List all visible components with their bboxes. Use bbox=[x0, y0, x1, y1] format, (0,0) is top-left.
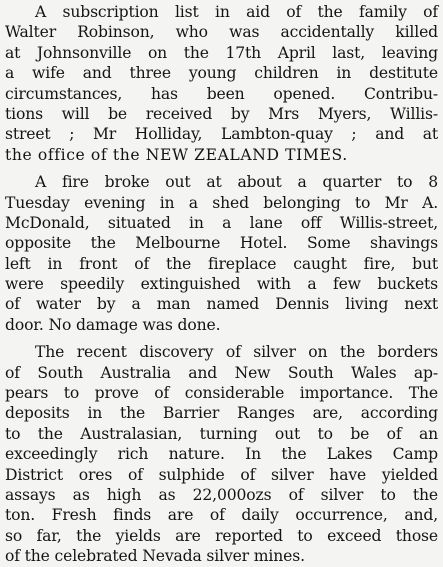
text-line: street ; Mr Holliday, Lambton-quay ; and at bbox=[5, 125, 438, 144]
text-line: A subscription list in aid of the family of bbox=[35, 3, 438, 21]
text-line: the office of the NEW ZEALAND TIMES. bbox=[5, 145, 348, 164]
text-line: Tuesday evening in a shed belonging to Mr A. bbox=[5, 193, 438, 212]
text-line: opposite the Melbourne Hotel. Some shavings bbox=[5, 234, 438, 253]
text-line: tions will be received by Mrs Myers, Willis- bbox=[5, 104, 438, 123]
text-line: pears to prove of considerable importance. The bbox=[5, 384, 438, 403]
text-line: District ores of sulphide of silver have yielded bbox=[5, 465, 438, 484]
paragraph-fire-report bbox=[5, 172, 438, 335]
text-line: The recent discovery of silver on the borders bbox=[35, 343, 438, 362]
text-line: McDonald, situated in a lane off Willis-street, bbox=[5, 213, 438, 232]
paragraph-subscription-list bbox=[5, 2, 438, 165]
text-line: deposits in the Barrier Ranges are, according bbox=[5, 404, 438, 423]
text-line: circumstances, has been opened. Contribu- bbox=[5, 84, 438, 103]
text-line: Walter Robinson, who was accidentally killed bbox=[5, 23, 438, 42]
text-line: ton. Fresh finds are of daily occurrence, and, bbox=[5, 506, 438, 525]
text-line: of South Australia and New South Wales ap- bbox=[5, 363, 438, 382]
text-line: a wife and three young children in destitute bbox=[5, 64, 438, 83]
text-line: so far, the yields are reported to exceed those bbox=[5, 526, 438, 545]
text-line: door. No damage was done. bbox=[5, 315, 221, 334]
text-line: assays as high as 22,000ozs of silver to the bbox=[5, 485, 438, 504]
text-line: to the Australasian, turning out to be of an bbox=[5, 424, 438, 443]
text-line: at Johnsonville on the 17th April last, leaving bbox=[5, 43, 438, 62]
text-line: A fire broke out at about a quarter to 8 bbox=[35, 173, 438, 192]
text-line: exceedingly rich nature. In the Lakes Camp bbox=[5, 445, 438, 464]
text-line: were speedily extinguished with a few buckets bbox=[5, 275, 438, 294]
text-line: of water by a man named Dennis living next bbox=[5, 295, 438, 314]
text-line: left in front of the fireplace caught fire, but bbox=[5, 254, 438, 273]
text-line: of the celebrated Nevada silver mines. bbox=[5, 547, 305, 566]
